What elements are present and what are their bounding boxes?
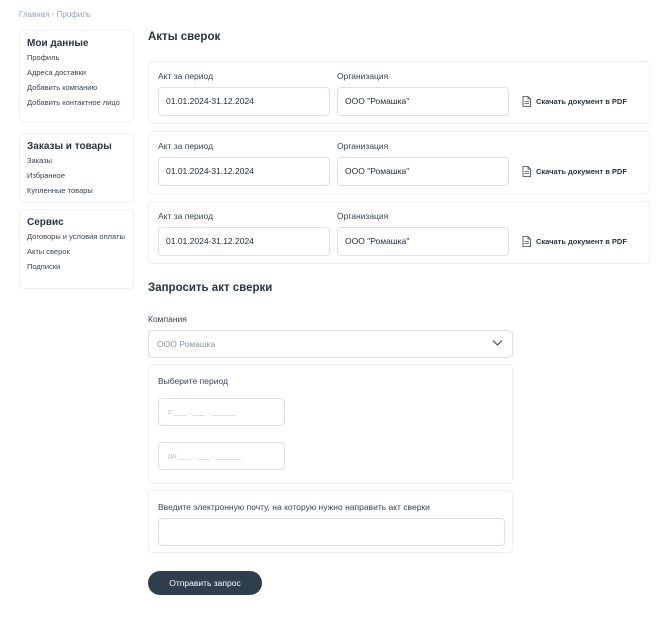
acts-section-title: Акты сверок xyxy=(148,31,221,43)
period-box xyxy=(148,364,513,484)
sidebar-item-orders[interactable]: Заказы xyxy=(27,156,53,165)
company-label: Компания xyxy=(148,314,187,324)
act-card xyxy=(148,131,650,194)
sidebar-item-delivery-addresses[interactable]: Адреса доставки xyxy=(27,68,87,77)
email-input[interactable] xyxy=(158,518,505,546)
period-label: Акт за период xyxy=(158,71,214,81)
email-label: Введите электронную почту, на которую нужно направить акт сверки xyxy=(158,502,430,512)
download-pdf-link[interactable] xyxy=(522,236,627,247)
sidebar-group-title: Мои данные xyxy=(27,38,89,49)
period-field[interactable]: 01.01.2024-31.12.2024 xyxy=(158,157,330,186)
period-field[interactable]: 01.01.2024-31.12.2024 xyxy=(158,87,330,116)
sidebar-item-add-company[interactable]: Добавить компанию xyxy=(27,83,98,92)
org-label: Организация xyxy=(337,141,389,151)
sidebar-group-title: Заказы и товары xyxy=(27,141,112,152)
sidebar-item-profile[interactable]: Профиль xyxy=(27,53,60,62)
date-to-input[interactable]: до ___ . ___ . ______ xyxy=(158,442,285,470)
act-card xyxy=(148,201,650,264)
org-field[interactable]: ООО "Ромашка" xyxy=(337,227,509,256)
date-from-input[interactable]: с ___ . ___ . ______ xyxy=(158,398,285,426)
sidebar-item-subscriptions[interactable]: Подписки xyxy=(27,262,61,271)
act-card xyxy=(148,61,650,124)
org-field[interactable]: ООО "Ромашка" xyxy=(337,87,509,116)
sidebar-group-title: Сервис xyxy=(27,217,64,228)
sidebar-group-service xyxy=(19,209,134,289)
email-box xyxy=(148,490,513,553)
org-label: Организация xyxy=(337,71,389,81)
period-label: Акт за период xyxy=(158,141,214,151)
sidebar-group-my-data xyxy=(19,30,134,122)
company-select-value: ООО Ромашка xyxy=(157,339,216,349)
sidebar-group-orders xyxy=(19,133,134,203)
document-icon xyxy=(522,236,531,247)
download-pdf-label: Скачать документ в PDF xyxy=(536,167,627,176)
org-label: Организация xyxy=(337,211,389,221)
sidebar-item-favorites[interactable]: Избранное xyxy=(27,171,66,180)
company-select[interactable] xyxy=(148,330,513,358)
document-icon xyxy=(522,96,531,107)
request-section-title: Запросить акт сверки xyxy=(148,282,273,294)
period-label: Акт за период xyxy=(158,211,214,221)
chevron-down-icon xyxy=(492,339,503,347)
download-pdf-label: Скачать документ в PDF xyxy=(536,97,627,106)
download-pdf-link[interactable] xyxy=(522,96,627,107)
document-icon xyxy=(522,166,531,177)
download-pdf-label: Скачать документ в PDF xyxy=(536,237,627,246)
period-field[interactable]: 01.01.2024-31.12.2024 xyxy=(158,227,330,256)
breadcrumb: Главная - Профиль xyxy=(19,10,92,19)
sidebar-item-contracts[interactable]: Договоры и условия оплаты xyxy=(27,232,125,241)
download-pdf-link[interactable] xyxy=(522,166,627,177)
submit-request-button[interactable]: Отправить запрос xyxy=(148,571,262,595)
sidebar-item-acts[interactable]: Акты сверок xyxy=(27,247,70,256)
sidebar-item-add-contact[interactable]: Добавить контактное лицо xyxy=(27,98,120,107)
org-field[interactable]: ООО "Ромашка" xyxy=(337,157,509,186)
sidebar-item-purchased[interactable]: Купленные товары xyxy=(27,186,93,195)
period-select-label: Выберите период xyxy=(158,376,228,386)
